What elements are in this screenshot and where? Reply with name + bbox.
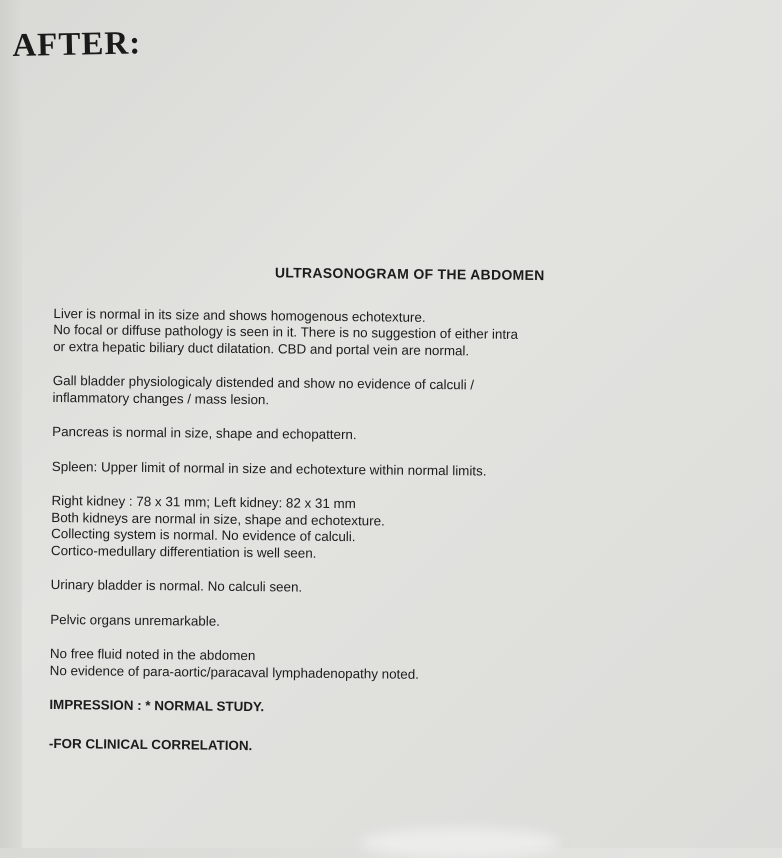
report-line: Collecting system is normal. No evidence of calculi. [51, 525, 356, 545]
report-line: Both kidneys are normal in size, shape and echotexture. [51, 509, 385, 528]
free-fluid-paragraph [50, 646, 750, 686]
report-title: ULTRASONOGRAM OF THE ABDOMEN [274, 264, 545, 284]
liver-paragraph [53, 305, 753, 362]
spleen-paragraph [52, 458, 752, 482]
report-line: Cortico-medullary differentiation is well seen. [50, 542, 317, 561]
report-line: Pancreas is normal in size, shape and echopattern. [52, 423, 357, 443]
report-line: No free fluid noted in the abdomen [49, 645, 256, 664]
impression: IMPRESSION : * NORMAL STUDY. [49, 696, 265, 715]
pancreas-paragraph [52, 424, 752, 448]
report-line: inflammatory changes / mass lesion. [52, 389, 270, 407]
report-line: Spleen: Upper limit of normal in size and echotexture within normal limits. [51, 458, 487, 479]
report-line: Urinary bladder is normal. No calculi seen. [50, 576, 303, 595]
pelvic-paragraph [50, 611, 750, 635]
urinary-bladder-paragraph [51, 577, 751, 601]
report-line: No evidence of para-aortic/paracaval lymphadenopathy noted. [49, 662, 420, 682]
clinical-correlation: -FOR CLINICAL CORRELATION. [48, 735, 253, 753]
report-line: Liver is normal in its size and shows homogenous echotexture. [53, 305, 426, 325]
report-line: No focal or diffuse pathology is seen in it. There is no suggestion of either intra [53, 321, 519, 342]
page-heading: AFTER: [12, 25, 142, 64]
page-edge [0, 0, 22, 848]
kidney-paragraph [51, 493, 752, 566]
report-line: Pelvic organs unremarkable. [50, 611, 221, 629]
report-line: Right kidney : 78 x 31 mm; Left kidney: 82 x 31 mm [51, 492, 356, 512]
paper-glare [360, 828, 560, 858]
report-line: Gall bladder physiologicaly distended and show no evidence of calculi / [52, 372, 475, 393]
report-line: or extra hepatic biliary duct dilatation. CBD and portal vein are normal. [53, 338, 470, 358]
ultrasound-report [49, 262, 754, 759]
gall-bladder-paragraph [52, 373, 752, 413]
